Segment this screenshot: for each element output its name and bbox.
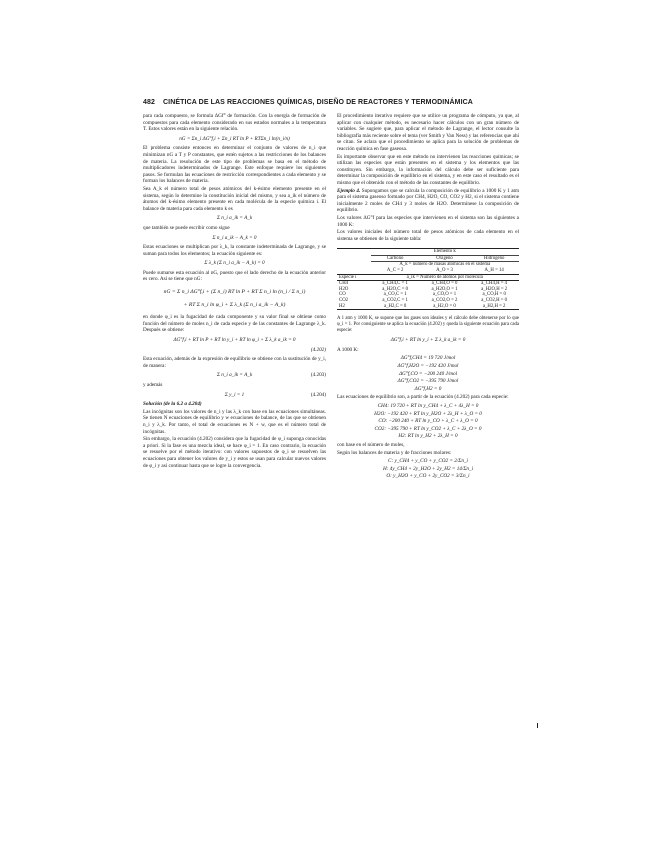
cell: a_H2,H = 2 xyxy=(482,303,506,309)
equation xyxy=(143,372,326,379)
cell: a_CH4,O = 0 xyxy=(431,281,458,287)
paragraph: en donde φ_i es la fugacidad de cada componente y su valor final se obtiene como función del número de moles n_i de cada especie y de las constantes de Lagrange λ_k. Después se obtiene: xyxy=(143,314,326,334)
balance-equations xyxy=(337,458,519,480)
cell: a_CO,O = 1 xyxy=(432,292,457,298)
example-label: Ejemplo 4. xyxy=(337,187,361,194)
gibbs-value: ΔG°f,CH4 = 19 720 J/mol xyxy=(400,355,456,362)
paragraph: Puede sumarse esta ecuación al nG, puesto que el lado derecho de la ecuación anterior es cero. Así se tiene que nG: xyxy=(143,269,326,283)
cell: a_CO,H = 0 xyxy=(482,292,506,298)
example-text: Supongamos que se calcula la composición de equilibrio a 1000 K y 1 atm para el sistema gaseoso formado por CH4, H2O, CO, CO2 y H2, si el sistema contiene inicialmente 2 moles de CH4 y 3 moles de H2O. Determínese la composición de equilibrio. xyxy=(337,187,520,214)
equation-number: (4.203) xyxy=(310,372,326,379)
species-cell: CO2 xyxy=(339,298,349,304)
species-cell: CO xyxy=(339,292,346,298)
paragraph: Las incógnitas son los valores de n_i y las λ_k con base en las ecuaciones simultáneas. Se tienen N ecuaciones de equilibrio y w ecuaciones de balance, de las que se obtienen n_i y λ_k. Por tanto, el total de ecuaciones es N + w, que es el número total de incógnitas. xyxy=(143,408,326,435)
equilibrium-equation: CH4: 19 720 + RT ln y_CH4 + λ_C + 4λ_H = 0 xyxy=(377,402,479,409)
ak-carbon: A_C = 2 xyxy=(386,268,404,274)
cell: a_CH4,H = 4 xyxy=(481,281,508,287)
page-header xyxy=(143,99,543,106)
paragraph: Estas ecuaciones se multiplican por λ_k, la constante indeterminada de Lagrange, y se suman para todos los elementos; la ecuación siguiente es: xyxy=(143,244,326,257)
gibbs-value: ΔG°f,CO = −200 240 J/mol xyxy=(398,370,458,377)
table-subtitle: A_k = número de masas atómicas en el sistema xyxy=(399,262,491,268)
equation: + RT Σ n_i ln φ_i + Σ λ_k (Σ n_i a_ik − A_k) xyxy=(183,301,286,308)
balance-equation: H: 4y_CH4 + 2y_H2O + 2y_H2 = 14/Σn_i xyxy=(382,465,474,472)
gibbs-value: ΔG°f,H2O = −192 420 J/mol xyxy=(397,363,459,369)
cell: a_CO2,O = 2 xyxy=(431,298,458,304)
cell: a_CO2,C = 1 xyxy=(382,298,408,304)
balance-equation: O: y_H2O + y_CO + 2y_CO2 = 3/Σn_i xyxy=(386,473,470,480)
equation: Σ n_i a_ik = A_k xyxy=(216,215,253,222)
equation-body: Σ n_i a_ik = A_k xyxy=(216,372,253,379)
equilibrium-equation: CO2: −395 790 + RT ln y_CO2 + λ_C + 2λ_O = 0 xyxy=(374,425,482,432)
paragraph: Los valores iniciales del número total de pesos atómicos de cada elemento en el sistema se obtienen de la siguiente tabla: xyxy=(337,229,519,242)
paragraph: Sin embargo, la ecuación (4.202) considera que la fugacidad de φ_i suponga conocidas a priori. Si la fase es una mezcla ideal, se hace φ_i = 1. En caso contrario, la ecuación se resuelve por el método iterativo: con valores supuestos de φ_i se resuelven las ecuaciones para obtener los valores de y_i y estos se usan para calcular nuevos valores de φ_i y así continuar hasta que se logre la convergencia. xyxy=(143,436,326,469)
equilibrium-equation: H2: RT ln y_H2 + 2λ_H = 0 xyxy=(398,433,458,440)
equation: Σ λ_k (Σ n_i a_ik − A_k) = 0 xyxy=(204,260,265,267)
species-cell: CH4 xyxy=(339,281,349,287)
equation: nG = Σn_i ΔG°f,i + Σn_i RT ln P + RTΣn_i ln(n_i/n) xyxy=(179,135,290,142)
paragraph: Es importante observar que en este método no intervienen las reacciones químicas; se utilizan las especies que están presentes en el sistema y los elementos que las constituyen. Sin embargo, la información del cálculo debe ser suficiente para determinar la composición de equilibrio en el sistema, y en este caso el resultado es el mismo que el obtenido con el método de las constantes de equilibrio. xyxy=(337,153,519,186)
margin-mark xyxy=(537,723,538,728)
equilibrium-equation: CO: −200 240 + RT ln y_CO + λ_C + λ_O = 0 xyxy=(378,418,478,425)
paragraph: y además xyxy=(143,382,163,388)
element-table xyxy=(337,248,519,310)
paragraph: A 1 atm y 1000 K, se supone que los gases son ideales y el cálculo debe obtenerse por lo que φ_i = 1. Por consiguiente se aplica la ecuación (4.202) y queda la siguiente ecuación para cada especie: xyxy=(337,316,519,334)
equation-number-label: (4.202) xyxy=(310,346,326,353)
equation-body: ΔG°f,i + RT ln P + RT ln y_i + RT ln φ_i + Σ λ_k a_ik = 0 xyxy=(173,337,296,344)
gibbs-value: ΔG°f,CO2 = −395 790 J/mol xyxy=(397,378,459,385)
cell: a_H2O,O = 1 xyxy=(431,286,458,292)
right-column xyxy=(337,113,519,482)
running-title: CINÉTICA DE LAS REACCIONES QUÍMICAS, DISEÑO DE REACTORES Y TERMODINÁMICA xyxy=(163,99,473,106)
table-row xyxy=(337,304,519,310)
equation-number: (4.204) xyxy=(310,391,326,398)
col-oxygen: Oxígeno xyxy=(420,255,470,262)
paragraph: Las ecuaciones de equilibrio son, a partir de la ecuación (4.202) para cada especie: xyxy=(337,394,509,401)
ak-hydrogen: A_H = 14 xyxy=(484,268,504,274)
cell: a_H2,O = 0 xyxy=(433,303,456,309)
gibbs-values xyxy=(337,355,519,392)
paragraph: El procedimiento iterativo requiere que se utilice un programa de cómputo, ya que, al aplicar con cualquier método, es necesario hacer cálculos con un gran número de variables. Se sugiere que, para aplicar el método de Lagrange, el lector consulte la bibliografía más reciente sobre el tema (ver Smith y Van Ness) y las referencias que ahí se citan. Se aclara que el procedimiento se aplica para la solución de problemas de reacción química en fase gaseosa. xyxy=(337,113,519,152)
paragraph: Sea A_k el número total de pesos atómicos del k-ésimo elemento presente en el sistema, según lo determine la constitución inicial del mismo, y sea a_ik el número de átomos del k-ésimo elemento presente en cada molécula de la especie química i. El balance de materia para cada elemento k es xyxy=(143,185,326,212)
ak-oxygen: A_O = 3 xyxy=(436,268,453,274)
paragraph: Según los balances de materia y de fracciones molares: xyxy=(337,449,452,456)
subsection-heading: Solución (de la 6.2 a 4.204) xyxy=(143,401,202,408)
paragraph: para cada compuesto, se formula ΔGf° de formación. Con la energía de formación de compuestos para cada elemento considerado en sus estados normales a la temperatura T. Estos valores están en la siguiente relación. xyxy=(143,113,326,133)
left-column xyxy=(143,113,326,470)
paragraph: A 1000 K: xyxy=(337,346,359,353)
cell: a_H2O,H = 2 xyxy=(481,286,508,292)
page-number: 482 xyxy=(143,99,155,106)
cell: a_CO,C = 1 xyxy=(383,292,407,298)
equation xyxy=(143,392,326,399)
species-cell: H2 xyxy=(339,303,345,309)
paragraph: El problema consiste entonces en determinar el conjunto de valores de n_i que minimizan nG a T y P constantes, que estén sujetos a las restricciones de los balances de materia. La resolución de este tipo de problemas se basa en el método de multiplicadores indeterminados de Lagrange. Este enfoque requiere los siguientes pasos. Se formulan las ecuaciones de restricción correspondientes a cada elemento y se forman los balances de materia. xyxy=(143,145,326,185)
species-subheader: a_ik = Número de átomos por molécula xyxy=(406,274,483,280)
equilibrium-equations xyxy=(337,403,519,440)
cell: a_CH4,C = 1 xyxy=(382,281,408,287)
equation xyxy=(143,337,326,344)
equation: nG = Σ n_i ΔG°f,i + (Σ n_i) RT ln P + RT Σ n_i ln (n_i / Σ n_i) xyxy=(163,289,306,296)
example-paragraph xyxy=(337,188,519,214)
balance-equation: C: y_CH4 + y_CO + y_CO2 = 2/Σn_i xyxy=(387,458,468,465)
table-title: Elemento k xyxy=(371,249,519,256)
equation: ΔG°f,i + RT ln y_i + Σ λ_k a_ik = 0 xyxy=(390,337,466,344)
equation: Σ n_i a_ik − A_k = 0 xyxy=(212,234,257,241)
equilibrium-equation: H2O: −192 420 + RT ln y_H2O + 2λ_H + λ_O = 0 xyxy=(374,410,482,417)
col-carbon: Carbono xyxy=(371,255,420,262)
paragraph: Esta ecuación, además de la expresión de equilibrio se obtiene con la sustitución de y_i, de manera: xyxy=(143,356,326,369)
cell: a_H2,C = 0 xyxy=(383,303,407,309)
species-cell: H2O xyxy=(339,286,349,292)
cell: a_CO2,H = 0 xyxy=(481,298,508,304)
paragraph: Los valores ΔG°f para las especies que intervienen en el sistema son las siguientes a 1000 K: xyxy=(337,214,519,228)
equation-body: Σ y_i = 1 xyxy=(224,391,245,398)
equation-number xyxy=(143,347,326,354)
col-hydrogen: Hidrógeno xyxy=(469,255,519,262)
atoms-table xyxy=(337,248,519,310)
paragraph: con base en el número de moles, xyxy=(337,441,405,448)
species-header: Especie i xyxy=(339,274,357,280)
cell: a_H2O,C = 0 xyxy=(382,286,409,292)
gibbs-value: ΔG°f,H2 = 0 xyxy=(414,385,442,392)
paragraph: que también se puede escribir como sigue xyxy=(143,224,230,231)
